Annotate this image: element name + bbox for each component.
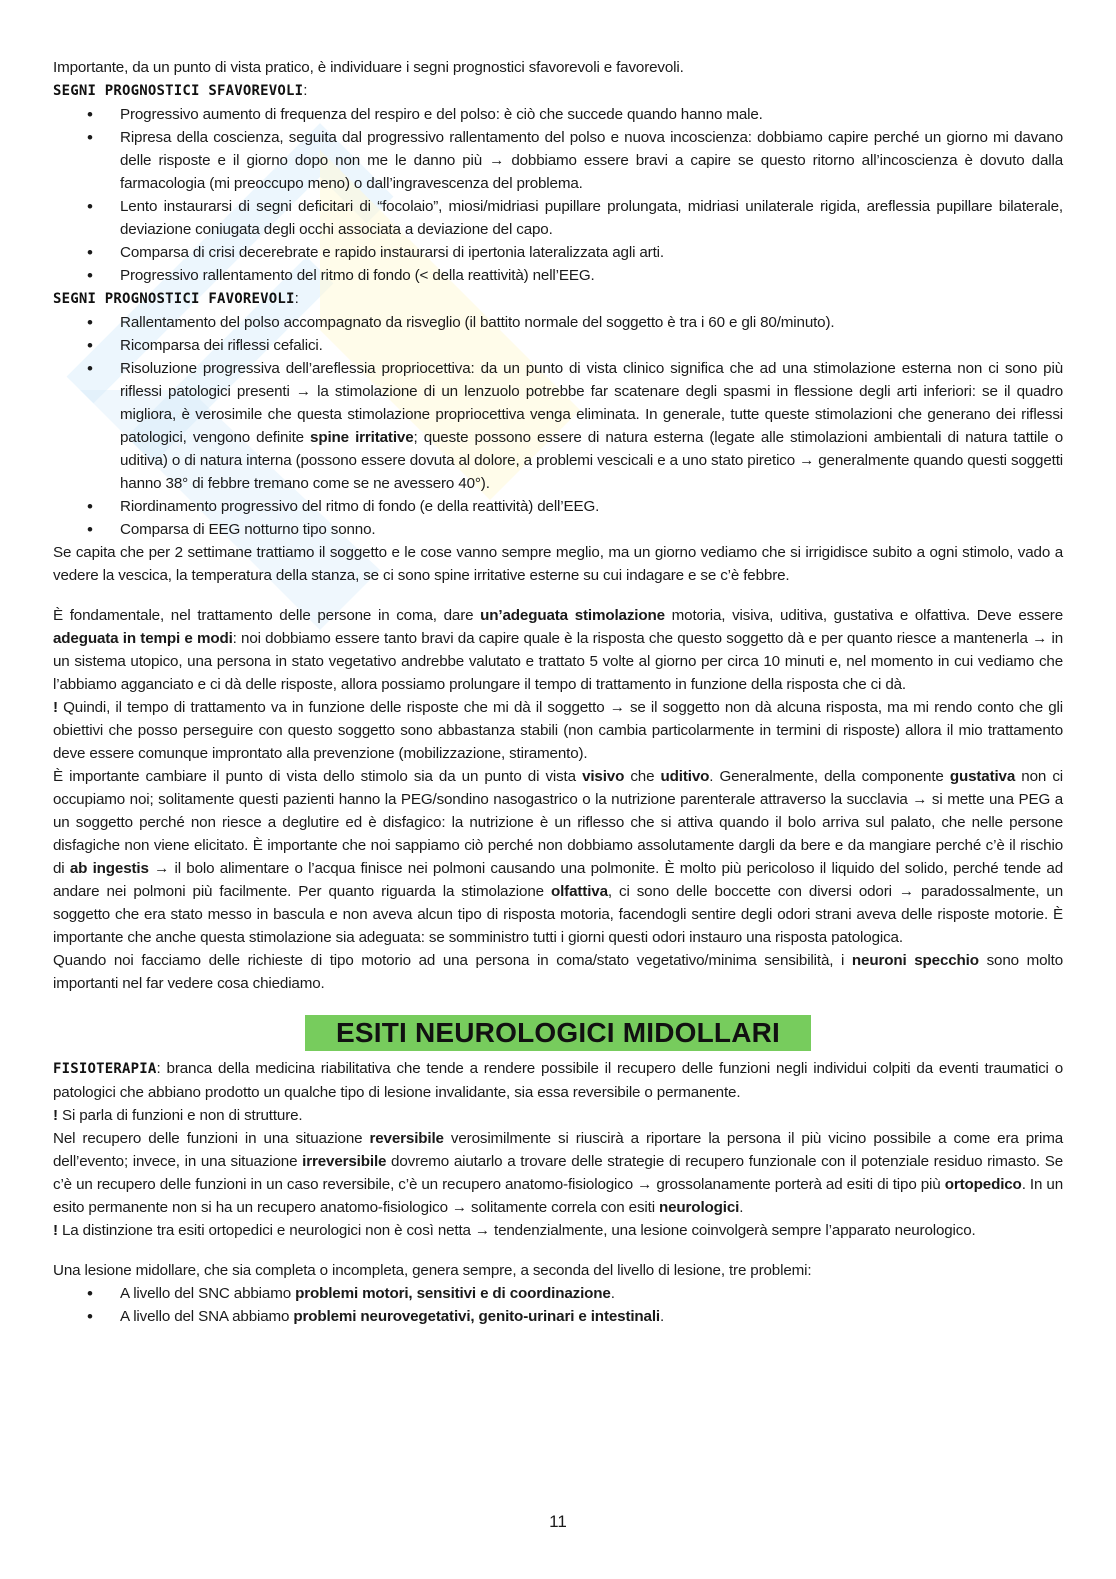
paragraph-stimolazione: È fondamentale, nel trattamento delle persone in coma, dare un’adeguata stimolazione motoria, visiva, uditiva, gustativa e olfattiva. Deve essere adeguata in tempi e modi: noi dobbiamo essere tanto bravi da capire quale è la risposta che questo soggetto dà e per quanto riesce a mantenerla → in un sistema utopico, una persona in stato vegetativo andrebbe valutato e trattato 5 volte al giorno per circa 10 minuti e, nel momento in cui vediamo che l’abbiamo agganciato e ci dà delle risposte, allora possiamo prolungare il tempo di trattamento in funzione della risposta che ci dà.: [53, 607, 1063, 693]
note-funzioni: ! Si parla di funzioni e non di strutture.: [53, 1107, 303, 1124]
unfavorable-signs-heading: SEGNI PROGNOSTICI SFAVOREVOLI:: [53, 82, 308, 99]
page-number: 11: [549, 1512, 567, 1531]
list-item: • Comparsa di EEG notturno tipo sonno.: [120, 518, 1063, 541]
list-item: • A livello del SNA abbiamo problemi neurovegetativi, genito-urinari e intestinali.: [120, 1305, 1063, 1328]
list-item: • Rallentamento del polso accompagnato da risveglio (il battito normale del soggetto è tra i 60 e gli 80/minuto).: [120, 311, 1063, 334]
exclamation-icon: !: [53, 1222, 58, 1239]
list-item: • Lento instaurarsi di segni deficitari di “focolaio”, miosi/midriasi pupillare prolungata, midriasi unilaterale rigida, areflessia pupillare bilaterale, deviazione coniugata degli occhi associata a deviazione del capo.: [120, 195, 1063, 241]
list-item: • Progressivo rallentamento del ritmo di fondo (< della reattività) nell’EEG.: [120, 264, 1063, 287]
paragraph-recupero: Nel recupero delle funzioni in una situazione reversibile verosimilmente si riuscirà a riportare la persona il più vicino possibile a come era prima dell’evento; invece, in una situazione irreversibile dovremo aiutarlo a trovare delle strategie di recupero funzionale con il potenziale residuo rimasto. Se c’è un recupero delle funzioni in un caso reversibile, c’è un recupero anatomo-fisiologico → grossolanamente porterà ad esiti di tipo più ortopedico. In un esito permanente non si ha un recupero anatomo-fisiologico → solitamente correla con esiti neurologici.: [53, 1130, 1063, 1216]
favorable-signs-list: [53, 311, 1063, 541]
term-label: FISIOTERAPIA: [53, 1061, 157, 1077]
section-title: ESITI NEUROLOGICI MIDOLLARI: [305, 1015, 811, 1051]
paragraph-lesione: Una lesione midollare, che sia completa o incompleta, genera sempre, a seconda del livello di lesione, tre problemi:: [53, 1262, 812, 1279]
paragraph-visivo: È importante cambiare il punto di vista dello stimolo sia da un punto di vista visivo che uditivo. Generalmente, della componente gustativa non ci occupiamo noi; solitamente questi pazienti hanno la PEG/sondino nasogastrico o la nutrizione parenterale attraverso la succlavia → si mette una PEG a un soggetto perché non riesce a deglutire ed è disfagico: la nutrizione è un riflesso che si attiva quando il bolo arriva sul palato, che nelle persone disfagiche non viene elicitato. È importante che noi sappiamo ciò perché non dobbiamo assolutamente dargli da bere e da mangiare perché c’è il rischio di ab ingestis → il bolo alimentare o l’acqua finisce nei polmoni causando una polmonite. È molto più pericoloso il liquido del solido, perché tende ad andare nei polmoni più facilmente. Per quanto riguarda la stimolazione olfattiva, ci sono delle boccette con diversi odori → paradossalmente, un soggetto che era stato messo in bascula e non aveva alcun tipo di risposta motoria, facendogli sentire degli odori strani aveva delle risposte motorie. È importante che anche questa stimolazione sia adeguata: se somministro tutti i giorni questi odori instauro una risposta patologica.: [53, 768, 1064, 946]
exclamation-icon: !: [53, 699, 58, 716]
list-item: • Riordinamento progressivo del ritmo di fondo (e della reattività) dell’EEG.: [120, 495, 1063, 518]
favorable-signs-heading: SEGNI PROGNOSTICI FAVOREVOLI:: [53, 290, 299, 307]
lesione-list: [53, 1282, 1063, 1328]
paragraph-neuroni: Quando noi facciamo delle richieste di tipo motorio ad una persona in coma/stato vegetativo/minima sensibilità, i neuroni specchio sono molto importanti nel far vedere cosa chiediamo.: [53, 952, 1063, 992]
unfavorable-signs-list: [53, 103, 1063, 287]
list-item: • Risoluzione progressiva dell’areflessia propriocettiva: da un punto di vista clinico significa che ad una stimolazione esterna non ci sono più riflessi patologici presenti → la stimolazione di un lenzuolo potrebbe far scatenare degli spasmi in flessione degli arti inferiori: se il quadro migliora, è verosimile che questa stimolazione propriocettiva venga eliminata. In generale, tutte queste stimolazioni che generano dei riflessi patologici, vengono definite spine irritative; queste possono essere di natura esterna (legate alle stimolazioni ambientali di natura tattile o uditiva) o di natura interna (possono essere dovuta al dolore, a problemi vescicali e a uno stato piretico → generalmente quando questi soggetti hanno 38° di febbre tremano come se ne avessero 40°).: [120, 357, 1063, 495]
list-item: • Comparsa di crisi decerebrate e rapido instaurarsi di ipertonia lateralizzata agli arti.: [120, 241, 1063, 264]
intro-paragraph: Importante, da un punto di vista pratico, è individuare i segni prognostici sfavorevoli e favorevoli.: [53, 59, 684, 76]
list-item: • Ricomparsa dei riflessi cefalici.: [120, 334, 1063, 357]
paragraph-quindi: ! Quindi, il tempo di trattamento va in funzione delle risposte che mi dà il soggetto → se il soggetto non dà alcuna risposta, ma mi rendo conto che gli obiettivi che posso perseguire con questo soggetto sono abbastanza stabili (non cambia particolarmente in termini di risposte) allora il mio trattamento deve essere comunque improntato alla prevenzione (mobilizzazione, stiramento).: [53, 699, 1063, 762]
list-item: • Ripresa della coscienza, seguita dal progressivo rallentamento del polso e nuova incoscienza: dobbiamo capire perché un giorno mi davano delle risposte e il giorno dopo non me le danno più → dobbiamo essere bravi a capire se questo ritorno all’incoscienza è dovuto dalla farmacologia (mi preoccupo meno) o dall’ingravescenza del problema.: [120, 126, 1063, 195]
note-distinzione: ! La distinzione tra esiti ortopedici e neurologici non è così netta → tendenzialmente, una lesione coinvolgerà sempre l’apparato neurologico.: [53, 1222, 976, 1239]
exclamation-icon: !: [53, 1107, 58, 1124]
list-item: • Progressivo aumento di frequenza del respiro e del polso: è ciò che succede quando hanno male.: [120, 103, 1063, 126]
list-item: • A livello del SNC abbiamo problemi motori, sensitivi e di coordinazione.: [120, 1282, 1063, 1305]
paragraph-settimane: Se capita che per 2 settimane trattiamo il soggetto e le cose vanno sempre meglio, ma un giorno vediamo che si irrigidisce subito a ogni stimolo, vado a vedere la vescica, la temperatura della stanza, se ci sono spine irritative esterne su cui indagare e se c’è febbre.: [53, 544, 1063, 584]
paragraph-fisioterapia: FISIOTERAPIA: branca della medicina riabilitativa che tende a rendere possibile il recupero delle funzioni negli individui colpiti da eventi traumatici o patologici che abbiano prodotto un qualche tipo di lesione invalidante, sia essa reversibile o permanente.: [53, 1060, 1063, 1101]
